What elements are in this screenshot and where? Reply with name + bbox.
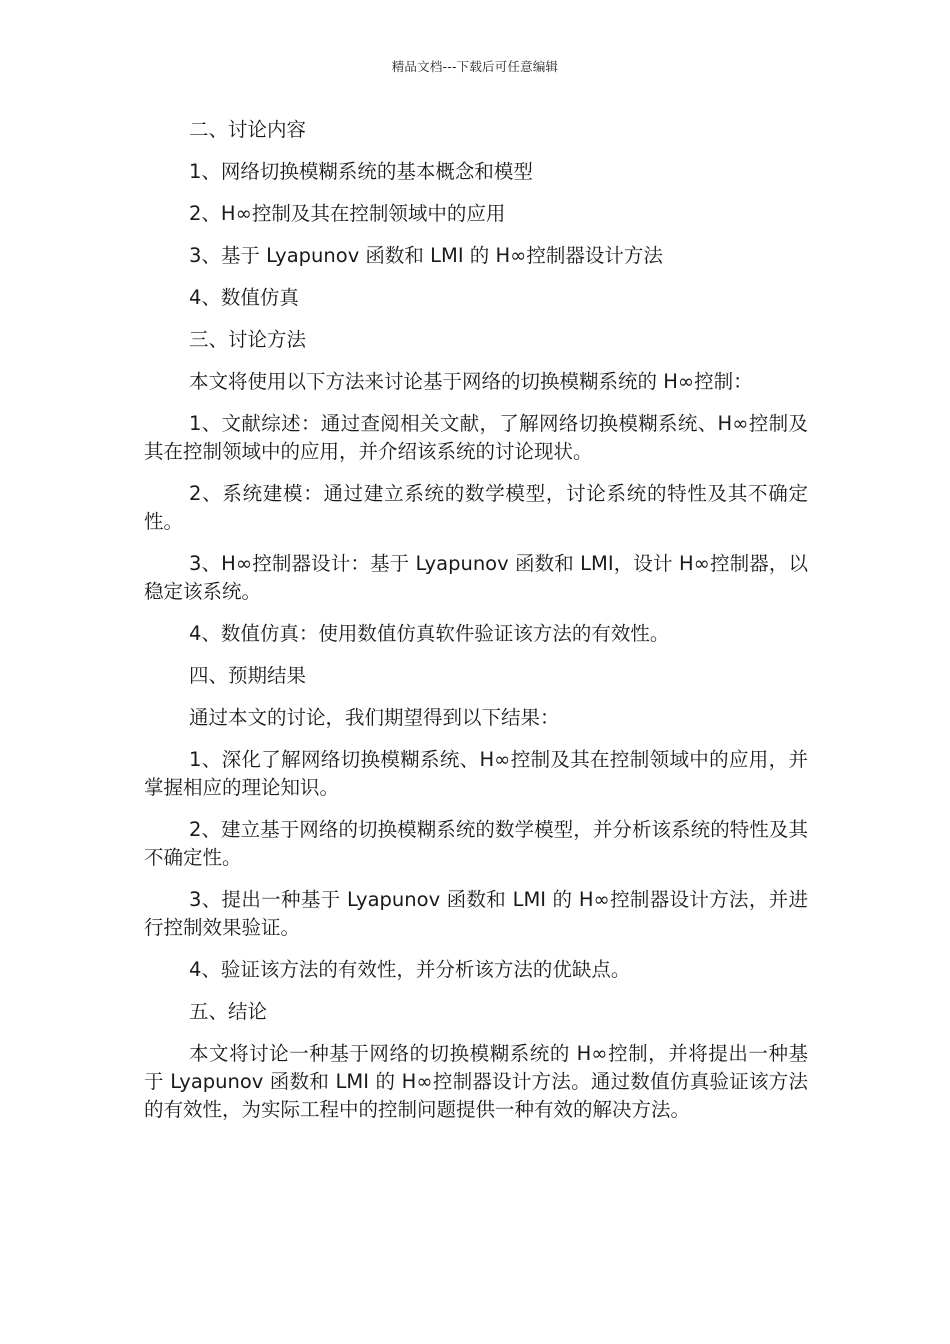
list-item: 3、基于 Lyapunov 函数和 LMI 的 H∞控制器设计方法	[189, 244, 663, 267]
paragraph: 2、建立基于网络的切换模糊系统的数学模型，并分析该系统的特性及其不确定性。	[144, 818, 808, 869]
page-header: 精品文档---下载后可任意编辑	[391, 59, 559, 74]
section-heading-discussion-method: 三、讨论方法	[189, 328, 307, 351]
paragraph: 3、提出一种基于 Lyapunov 函数和 LMI 的 H∞控制器设计方法，并进行控制效果验证。	[144, 888, 808, 939]
paragraph: 4、数值仿真：使用数值仿真软件验证该方法的有效性。	[189, 622, 670, 645]
section-heading-expected-results: 四、预期结果	[189, 664, 307, 687]
list-item: 4、数值仿真	[189, 286, 299, 309]
paragraph: 2、系统建模：通过建立系统的数学模型，讨论系统的特性及其不确定性。	[144, 482, 808, 533]
paragraph: 3、H∞控制器设计：基于 Lyapunov 函数和 LMI，设计 H∞控制器，以稳定该系统。	[144, 552, 808, 603]
paragraph: 本文将讨论一种基于网络的切换模糊系统的 H∞控制，并将提出一种基于 Lyapunov 函数和 LMI 的 H∞控制器设计方法。通过数值仿真验证该方法的有效性，为实际工程中的控制问题提供一种有效的解决方法。	[144, 1042, 808, 1121]
list-item: 1、网络切换模糊系统的基本概念和模型	[189, 160, 533, 183]
paragraph: 1、深化了解网络切换模糊系统、H∞控制及其在控制领域中的应用，并掌握相应的理论知识。	[144, 748, 808, 799]
section-heading-discussion-content: 二、讨论内容	[189, 118, 307, 141]
section-heading-conclusion: 五、结论	[189, 1000, 268, 1023]
paragraph: 4、验证该方法的有效性，并分析该方法的优缺点。	[189, 958, 631, 981]
document-body	[144, 116, 808, 1124]
paragraph: 本文将使用以下方法来讨论基于网络的切换模糊系统的 H∞控制：	[189, 370, 753, 393]
paragraph: 1、文献综述：通过查阅相关文献，了解网络切换模糊系统、H∞控制及其在控制领域中的应用，并介绍该系统的讨论现状。	[144, 412, 808, 463]
list-item: 2、H∞控制及其在控制领域中的应用	[189, 202, 506, 225]
paragraph: 通过本文的讨论，我们期望得到以下结果：	[189, 706, 560, 729]
